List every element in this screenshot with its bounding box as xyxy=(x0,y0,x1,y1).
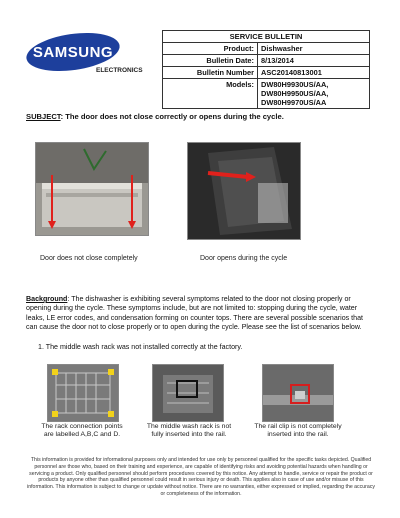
background-key: Background xyxy=(26,295,68,303)
date-value: 8/13/2014 xyxy=(258,55,370,67)
caption-door-not-close: Door does not close completely xyxy=(40,255,138,262)
background-paragraph xyxy=(26,295,376,333)
subject-text: : The door does not close correctly or opens during the cycle. xyxy=(60,112,284,121)
caption-rack-connection: The rack connection points are labelled A,B,C and D. xyxy=(41,423,123,438)
door-opens-photo xyxy=(187,142,301,240)
subject-line xyxy=(26,112,284,121)
rack-connection-photo xyxy=(47,364,119,422)
caption-rail-clip: The rail clip is not completely inserted into the rail. xyxy=(254,423,342,438)
models-value: DW80H9930US/AA, DW80H9950US/AA, DW80H9970US/AA xyxy=(258,79,370,109)
caption-middle-rack: The middle wash rack is not fully inserted into the rail. xyxy=(146,423,232,438)
number-label: Bulletin Number xyxy=(163,67,258,79)
scenario-1: 1. The middle wash rack was not installed correctly at the factory. xyxy=(38,343,243,351)
bulletin-header-table xyxy=(162,30,370,109)
disclaimer: This information is provided for informational purposes only and intended for use only by personnel qualified for the specific tasks depicted. Qualified personnel are those who, based on their training and experience, are capable of identifying risks and avoiding potential hazards when handling or servicing a product. Only qualified personnel should perform procedures covered by this notice. Any attempt to handle, service or repair the product or products by anyone other than qualified personnel could result in serious injury or death. This applies also in case of use and/or misuse of this information. This information is subject to change or update without notice. There are no warranties, either expressed or implied, regarding the accuracy or completeness of the information. xyxy=(27,457,375,497)
middle-rack-photo xyxy=(152,364,224,422)
bulletin-title: SERVICE BULLETIN xyxy=(163,31,370,43)
samsung-logo-text: SAMSUNG xyxy=(32,44,114,61)
product-label: Product: xyxy=(163,43,258,55)
date-label: Bulletin Date: xyxy=(163,55,258,67)
number-value: ASC20140813001 xyxy=(258,67,370,79)
caption-door-opens: Door opens during the cycle xyxy=(200,255,288,262)
subject-key: SUBJECT xyxy=(26,112,61,121)
door-not-closed-photo xyxy=(35,142,149,236)
electronics-label: ELECTRONICS xyxy=(96,67,143,74)
product-value: Dishwasher xyxy=(258,43,370,55)
models-label: Models: xyxy=(163,79,258,109)
background-text: : The dishwasher is exhibiting several symptoms related to the door not closing properly or opening during the cycle. These symptoms include, but are not limited to: stopping during the cycle, water leaks, LE error codes, and condensation forming on counter tops. There are several possible scenarios that can cause the door not to close properly or to open during the cycle. Please see the list of scenarios below. xyxy=(26,295,364,332)
rail-clip-photo xyxy=(262,364,334,422)
